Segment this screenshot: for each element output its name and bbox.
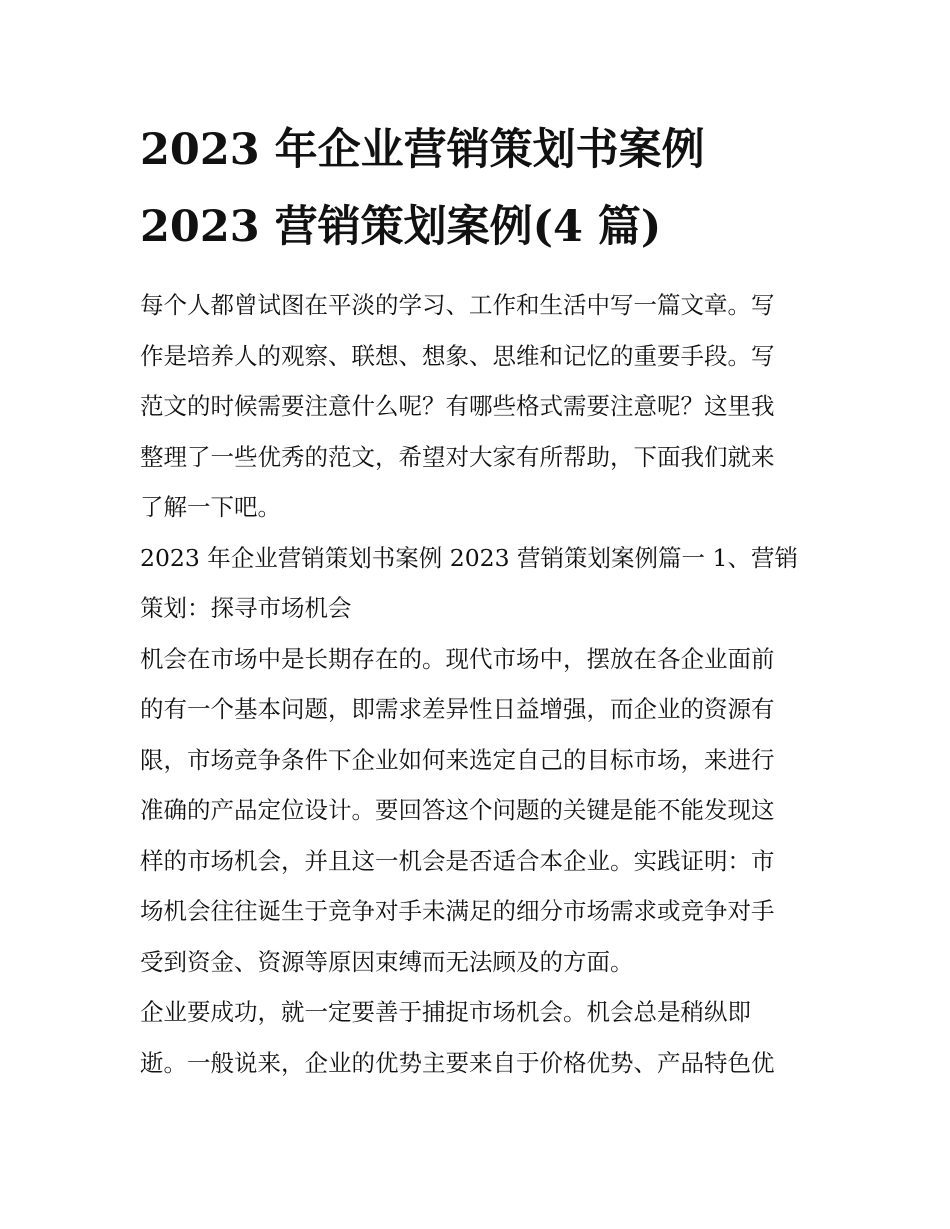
document-body bbox=[140, 112, 814, 1088]
title-line: 2023 年企业营销策划书案例 bbox=[140, 125, 705, 175]
intro-paragraph bbox=[140, 280, 814, 533]
text-line: 限，市场竞争条件下企业如何来选定自己的目标市场，来进行 bbox=[140, 745, 775, 774]
text-line: 场机会往往诞生于竞争对手未满足的细分市场需求或竞争对手 bbox=[140, 897, 775, 925]
text-line: 样的市场机会，并且这一机会是否适合本企业。实践证明：市 bbox=[140, 846, 775, 875]
text-line: 每个人都曾试图在平淡的学习、工作和生活中写一篇文章。写 bbox=[140, 291, 775, 319]
text-line: 范文的时候需要注意什么呢？有哪些格式需要注意呢？这里我 bbox=[140, 392, 775, 420]
text-line: 准确的产品定位设计。要回答这个问题的关键是能不能发现这 bbox=[140, 796, 775, 824]
text-line: 企业要成功，就一定要善于捕捉市场机会。机会总是稍纵即 bbox=[140, 998, 751, 1026]
text-line: 整理了一些优秀的范文，希望对大家有所帮助，下面我们就来 bbox=[140, 442, 775, 471]
text-line: 逝。一般说来，企业的优势主要来自于价格优势、产品特色优 bbox=[140, 1048, 775, 1077]
title-line: 2023 营销策划案例(4 篇) bbox=[140, 202, 662, 252]
text-line: 策划：探寻市场机会 bbox=[140, 594, 352, 622]
text-line: 2023 年企业营销策划书案例 2023 营销策划案例篇一 1、营销 bbox=[140, 543, 798, 572]
section-heading bbox=[140, 533, 814, 634]
text-line: 了解一下吧。 bbox=[140, 493, 281, 521]
text-line: 的有一个基本问题，即需求差异性日益增强，而企业的资源有 bbox=[140, 695, 775, 723]
text-line: 作是培养人的观察、联想、想象、思维和记忆的重要手段。写 bbox=[140, 341, 775, 370]
body-paragraph-1 bbox=[140, 634, 814, 988]
document-title bbox=[140, 112, 814, 266]
text-line: 机会在市场中是长期存在的。现代市场中，摆放在各企业面前 bbox=[140, 644, 775, 673]
body-paragraph-2 bbox=[140, 987, 814, 1088]
text-line: 受到资金、资源等原因束缚而无法顾及的方面。 bbox=[140, 947, 634, 976]
